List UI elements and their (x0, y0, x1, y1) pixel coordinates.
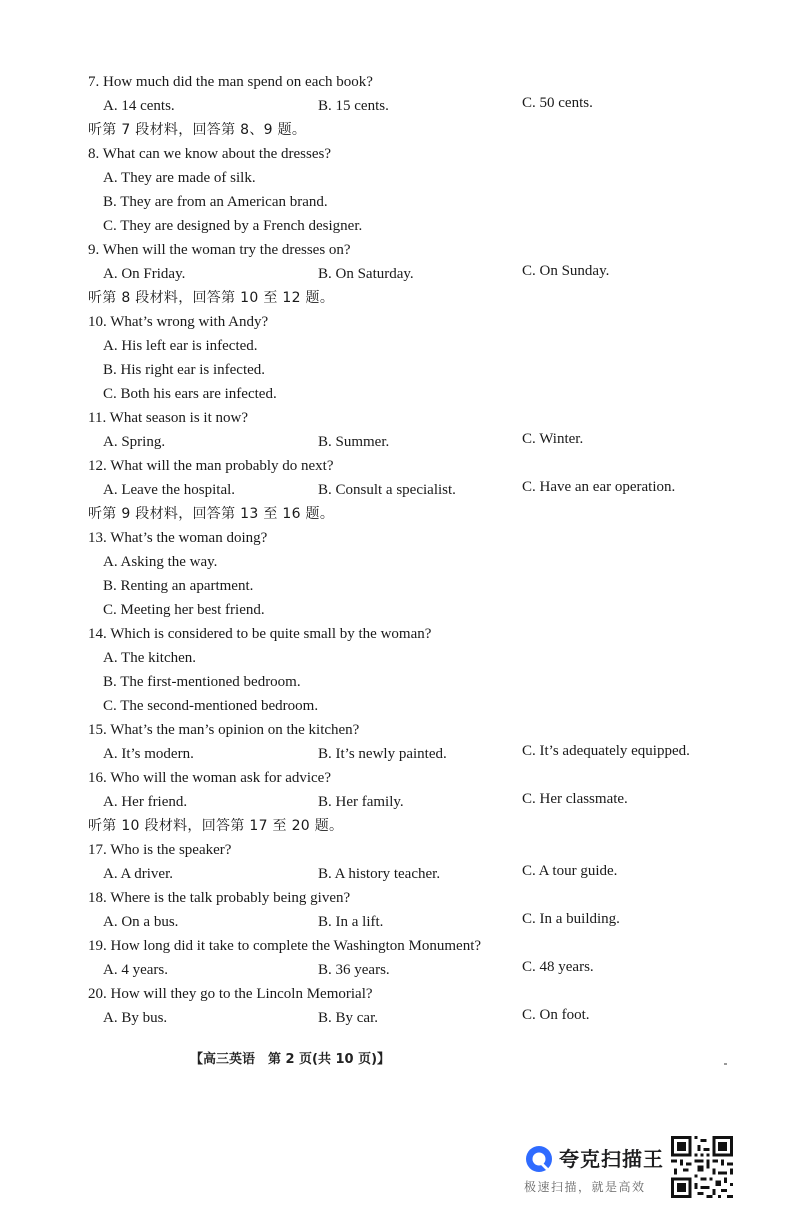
quark-logo-icon (524, 1144, 554, 1174)
question-17-options (88, 862, 738, 886)
option-a: A. His left ear is infected. (103, 338, 258, 354)
option-b: B. It’s newly painted. (318, 746, 447, 762)
option-b: B. Consult a specialist. (318, 482, 456, 498)
option-a: A. A driver. (103, 866, 173, 882)
option-a: A. By bus. (103, 1010, 168, 1026)
option-c: C. 50 cents. (522, 95, 593, 111)
option-b: B. 15 cents. (318, 98, 389, 114)
option-a: A. Leave the hospital. (103, 482, 236, 498)
question-18: 18. Where is the talk probably being given? (88, 890, 351, 906)
question-7: 7. How much did the man spend on each book? (88, 74, 373, 90)
option-c: C. Both his ears are infected. (103, 386, 277, 402)
question-11: 11. What season is it now? (88, 410, 248, 426)
brand-slogan: 极速扫描，就是高效 (524, 1180, 646, 1194)
question-12: 12. What will the man probably do next? (88, 458, 334, 474)
question-12-options (88, 478, 738, 502)
option-b: B. Her family. (318, 794, 404, 810)
option-b: B. On Saturday. (318, 266, 414, 282)
option-a: A. Her friend. (103, 794, 188, 810)
option-a: A. Spring. (103, 434, 166, 450)
scan-speck (724, 1063, 727, 1065)
question-9: 9. When will the woman try the dresses on? (88, 242, 351, 258)
section-heading-9: 听第 9 段材料，回答第 13 至 16 题。 (88, 506, 335, 522)
option-c: C. Winter. (522, 431, 584, 447)
question-16-options (88, 790, 738, 814)
option-b: B. 36 years. (318, 962, 390, 978)
question-19: 19. How long did it take to complete the Washington Monument? (88, 938, 482, 954)
question-10: 10. What’s wrong with Andy? (88, 314, 269, 330)
option-a: A. On a bus. (103, 914, 179, 930)
option-b: B. Renting an apartment. (103, 578, 254, 594)
option-a: A. They are made of silk. (103, 170, 256, 186)
option-a: A. Asking the way. (103, 554, 218, 570)
question-18-options (88, 910, 738, 934)
section-heading-8: 听第 8 段材料，回答第 10 至 12 题。 (88, 290, 335, 306)
option-b: B. In a lift. (318, 914, 384, 930)
option-c: C. 48 years. (522, 959, 594, 975)
option-b: B. The first-mentioned bedroom. (103, 674, 301, 690)
question-8: 8. What can we know about the dresses? (88, 146, 331, 162)
section-heading-10: 听第 10 段材料，回答第 17 至 20 题。 (88, 818, 344, 834)
option-a: A. The kitchen. (103, 650, 197, 666)
question-19-options (88, 958, 738, 982)
option-c: C. In a building. (522, 911, 620, 927)
brand-name: 夸克扫描王 (559, 1147, 664, 1171)
option-c: C. Her classmate. (522, 791, 628, 807)
question-16: 16. Who will the woman ask for advice? (88, 770, 331, 786)
option-c: C. On Sunday. (522, 263, 610, 279)
option-c: C. They are designed by a French designer. (103, 218, 363, 234)
page-footer: 【高三英语 第 2 页(共 10 页)】 (189, 1052, 391, 1067)
question-14: 14. Which is considered to be quite small by the woman? (88, 626, 432, 642)
question-13: 13. What’s the woman doing? (88, 530, 268, 546)
question-15-options (88, 742, 738, 766)
option-a: A. It’s modern. (103, 746, 194, 762)
option-c: C. Have an ear operation. (522, 479, 676, 495)
question-15: 15. What’s the man’s opinion on the kitchen? (88, 722, 360, 738)
question-9-options (88, 262, 738, 286)
scanner-watermark (524, 1140, 674, 1200)
question-20-options (88, 1006, 738, 1030)
option-b: B. His right ear is infected. (103, 362, 266, 378)
question-17: 17. Who is the speaker? (88, 842, 232, 858)
option-b: B. A history teacher. (318, 866, 441, 882)
option-c: C. Meeting her best friend. (103, 602, 265, 618)
option-c: C. On foot. (522, 1007, 590, 1023)
option-b: B. By car. (318, 1010, 378, 1026)
option-a: A. 4 years. (103, 962, 168, 978)
option-a: A. 14 cents. (103, 98, 175, 114)
question-list (88, 70, 738, 1030)
qr-code-icon (671, 1136, 733, 1198)
option-b: B. They are from an American brand. (103, 194, 328, 210)
option-c: C. The second-mentioned bedroom. (103, 698, 319, 714)
question-20: 20. How will they go to the Lincoln Memorial? (88, 986, 373, 1002)
option-b: B. Summer. (318, 434, 390, 450)
option-c: C. A tour guide. (522, 863, 618, 879)
question-7-options (88, 94, 738, 118)
option-a: A. On Friday. (103, 266, 186, 282)
option-c: C. It’s adequately equipped. (522, 743, 690, 759)
section-heading-7: 听第 7 段材料，回答第 8、9 题。 (88, 122, 307, 138)
question-11-options (88, 430, 738, 454)
